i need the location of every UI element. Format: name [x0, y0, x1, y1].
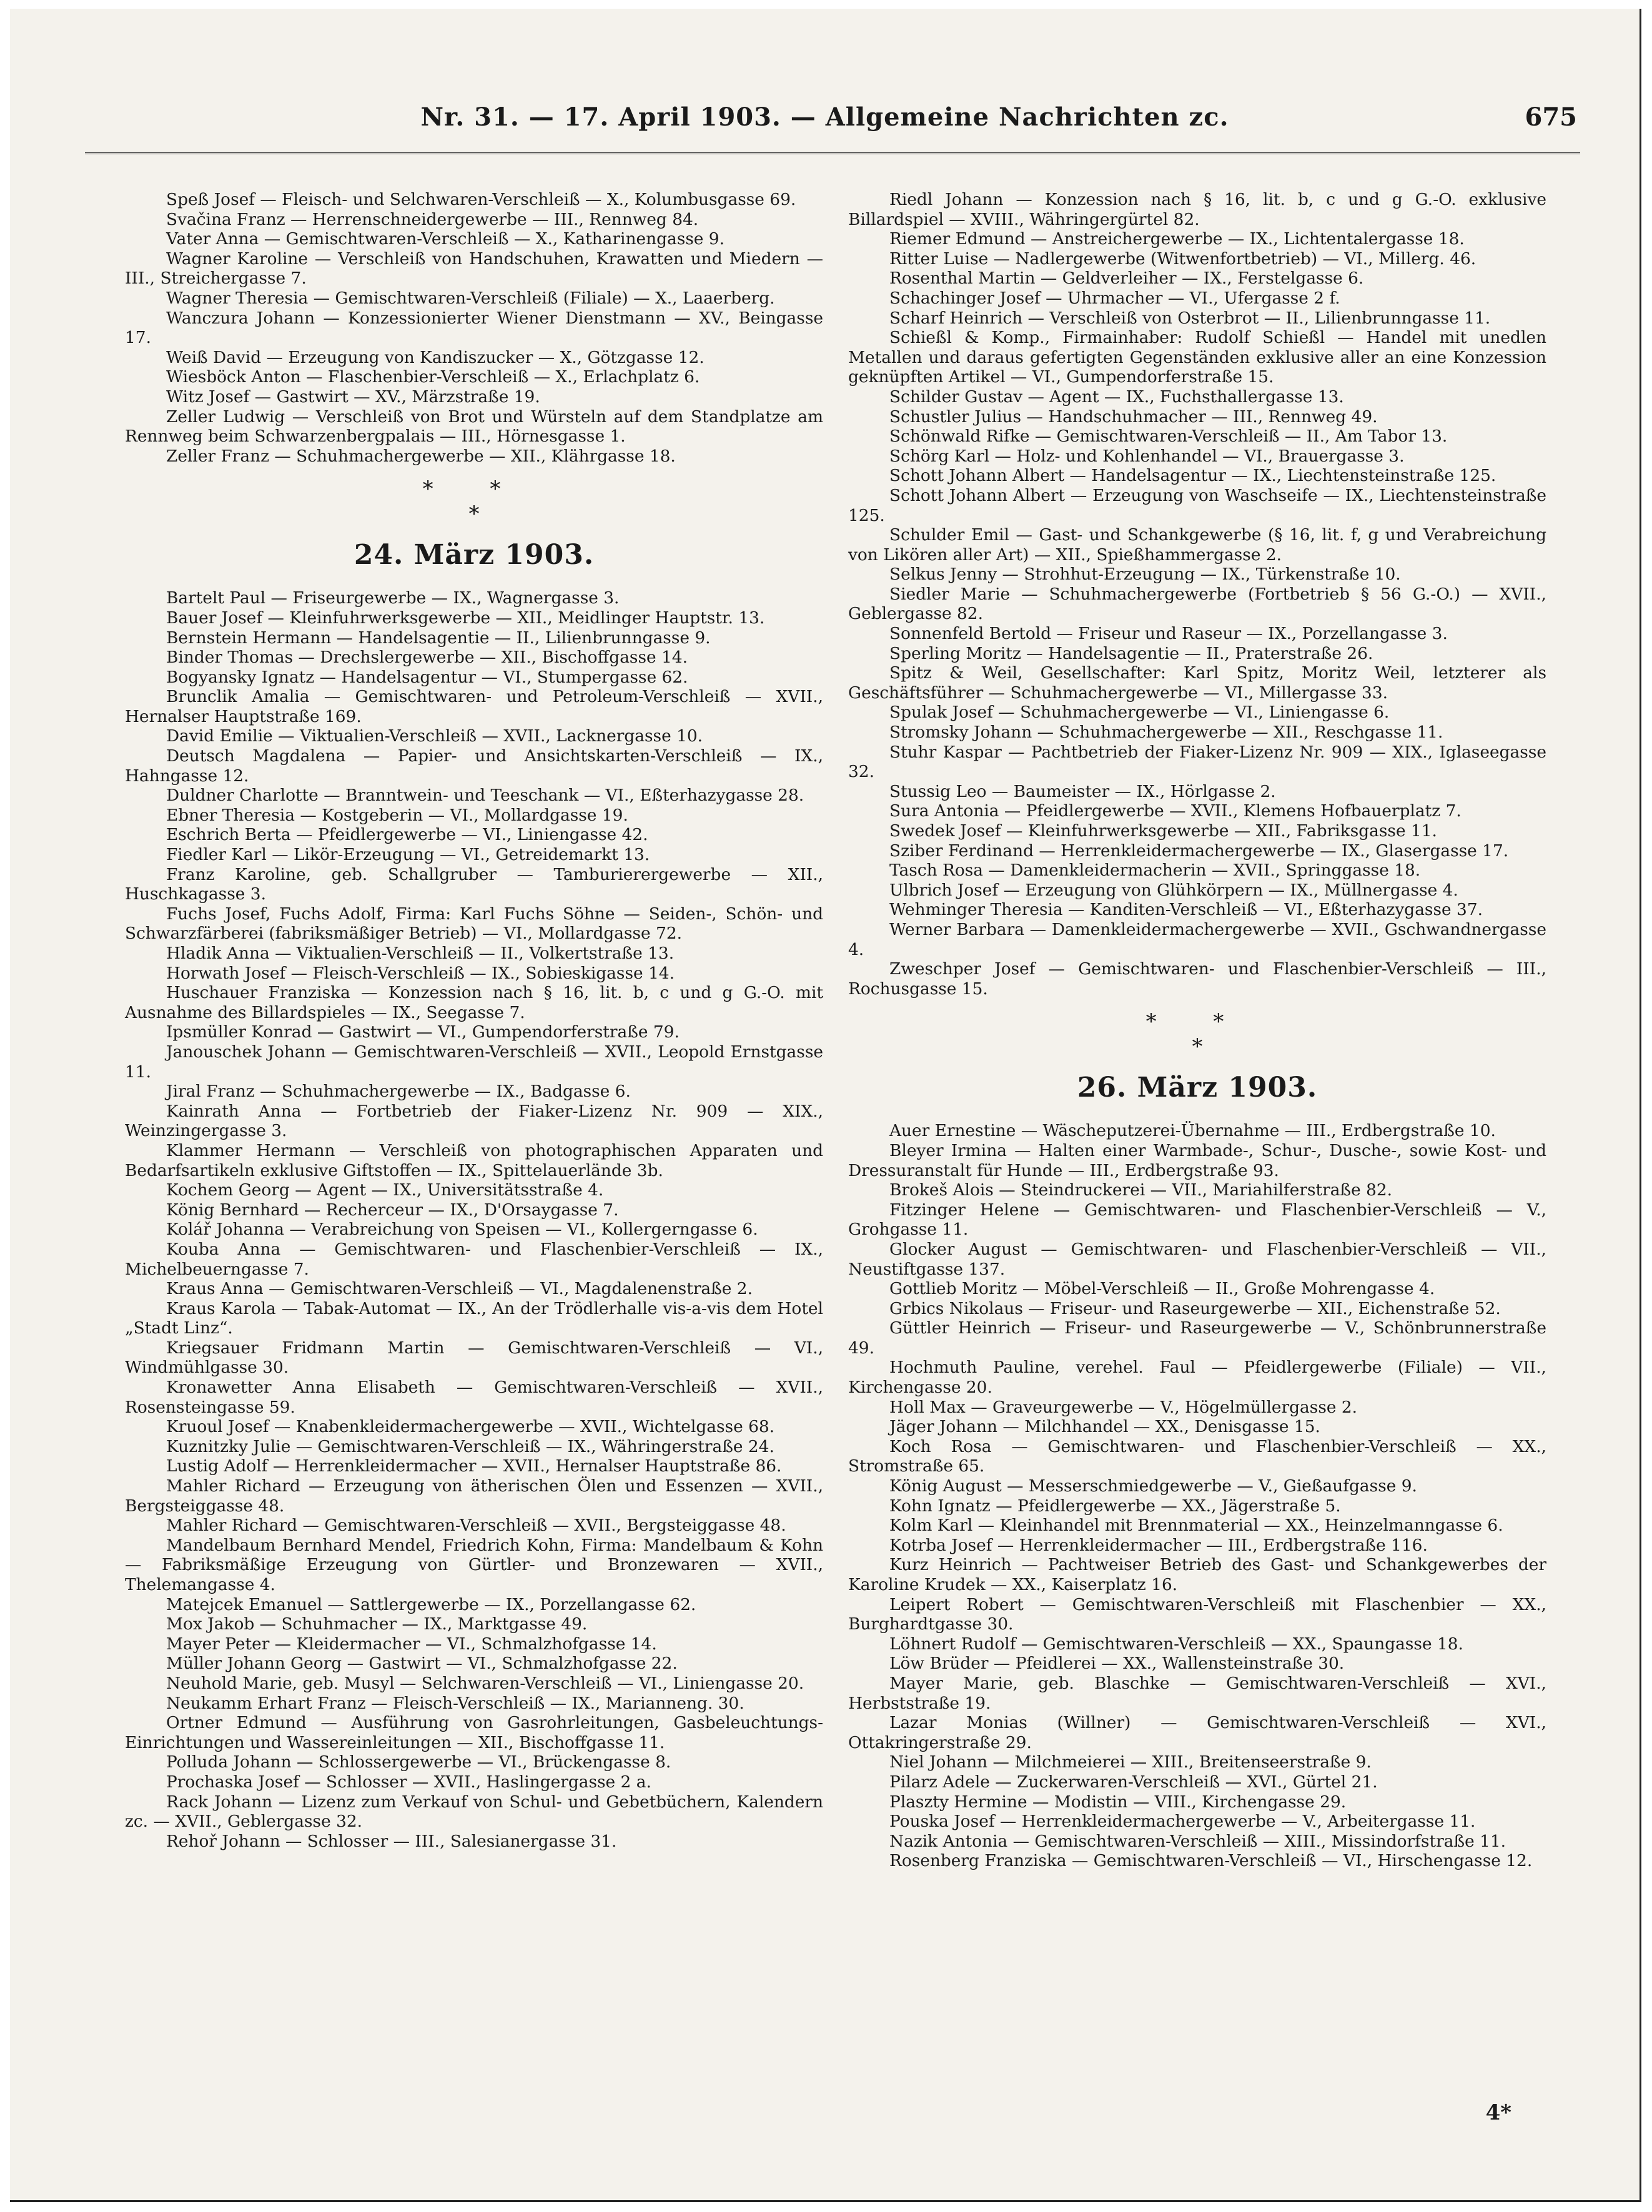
register-entry: Kouba Anna — Gemischtwaren- und Flaschenbier-Verschleiß — IX., Michelbeuerngasse 7. — [125, 1239, 823, 1279]
register-entry: Kainrath Anna — Fortbetrieb der Fiaker-Lizenz Nr. 909 — XIX., Weinzingergasse 3. — [125, 1101, 823, 1141]
section-divider-stars: * * — [1145, 1009, 1249, 1035]
register-entry: Güttler Heinrich — Friseur- und Raseurgewerbe — V., Schönbrunnerstraße 49. — [848, 1318, 1546, 1358]
register-entry: Brunclik Amalia — Gemischtwaren- und Petroleum-Verschleiß — XVII., Hernalser Hauptstraße 169. — [125, 687, 823, 726]
register-entry: Deutsch Magdalena — Papier- und Ansichtskarten-Verschleiß — IX., Hahngasse 12. — [125, 746, 823, 786]
register-entry: Auer Ernestine — Wäscheputzerei-Übernahme — III., Erdbergstraße 10. — [889, 1121, 1496, 1141]
register-entry: Kolm Karl — Kleinhandel mit Brennmaterial — XX., Heinzelmanngasse 6. — [889, 1516, 1503, 1536]
register-entry: Müller Johann Georg — Gastwirt — VI., Schmalzhofgasse 22. — [166, 1654, 678, 1674]
register-entry: Stussig Leo — Baumeister — IX., Hörlgasse 2. — [889, 781, 1276, 801]
register-entry: Siedler Marie — Schuhmachergewerbe (Fortbetrieb § 56 G.-O.) — XVII., Geblergasse 82. — [848, 584, 1546, 624]
register-entry: Schulder Emil — Gast- und Schankgewerbe (§ 16, lit. f, g und Verabreichung von Likören aller Art) — XII., Spießhammergasse 2. — [848, 525, 1546, 565]
register-entry: Schott Johann Albert — Handelsagentur — IX., Liechtensteinstraße 125. — [889, 466, 1496, 486]
register-entry: Vater Anna — Gemischtwaren-Verschleiß — X., Katharinengasse 9. — [166, 229, 725, 249]
register-entry: Huschauer Franziska — Konzession nach § 16, lit. b, c und g G.-O. mit Ausnahme des Billardspieles — IX., Seegasse 7. — [125, 983, 823, 1022]
register-entry: Mahler Richard — Gemischtwaren-Verschleiß — XVII., Bergsteiggasse 48. — [166, 1516, 786, 1536]
left-entries-section — [125, 588, 823, 1851]
register-entry: Wanczura Johann — Konzessionierter Wiener Dienstmann — XV., Beingasse 17. — [125, 308, 823, 348]
register-entry: Schießl & Komp., Firmainhaber: Rudolf Schießl — Handel mit unedlen Metallen und daraus gefertigten Gegenständen exklusive aller an eine Konzession geknüpften Artikel — VI., Gumpendorferstraße 15. — [848, 328, 1546, 387]
register-entry: Matejcek Emanuel — Sattlergewerbe — IX., Porzellangasse 62. — [166, 1594, 696, 1614]
register-entry: Pouska Josef — Herrenkleidermachergewerbe — V., Arbeitergasse 11. — [889, 1812, 1476, 1832]
header-rule — [85, 152, 1580, 154]
register-entry: Schilder Gustav — Agent — IX., Fuchsthallergasse 13. — [889, 387, 1344, 407]
register-entry: Pilarz Adele — Zuckerwaren-Verschleiß — XVI., Gürtel 21. — [889, 1772, 1378, 1792]
register-entry: Wagner Karoline — Verschleiß von Handschuhen, Krawatten und Miedern — III., Streichergasse 7. — [125, 249, 823, 289]
register-entry: Stromsky Johann — Schuhmachergewerbe — XII., Reschgasse 11. — [889, 723, 1443, 743]
register-entry: Schönwald Rifke — Gemischtwaren-Verschleiß — II., Am Tabor 13. — [889, 427, 1448, 447]
register-entry: Polluda Johann — Schlossergewerbe — VI., Brückengasse 8. — [166, 1752, 671, 1772]
register-entry: Löw Brüder — Pfeidlerei — XX., Wallensteinstraße 30. — [889, 1654, 1345, 1674]
section-divider-stars: * * — [422, 476, 526, 502]
register-entry: Spitz & Weil, Gesellschafter: Karl Spitz, Moritz Weil, letzterer als Geschäftsführer — Schuhmachergewerbe — VI., Millergasse 33. — [848, 663, 1546, 703]
register-entry: Witz Josef — Gastwirt — XV., Märzstraße 19. — [166, 387, 540, 407]
register-entry: Ortner Edmund — Ausführung von Gasrohrleitungen, Gasbeleuchtungs-Einrichtungen und Wassereinleitungen — XII., Bischoffgasse 11. — [125, 1713, 823, 1752]
register-entry: Kruoul Josef — Knabenkleidermachergewerbe — XVII., Wichtelgasse 68. — [166, 1417, 775, 1437]
signature-mark: 4* — [1485, 2100, 1511, 2125]
register-entry: Leipert Robert — Gemischtwaren-Verschleiß mit Flaschenbier — XX., Burghardtgasse 30. — [848, 1594, 1546, 1634]
register-entry: Jäger Johann — Milchhandel — XX., Denisgasse 15. — [889, 1417, 1320, 1437]
register-entry: Neukamm Erhart Franz — Fleisch-Verschleiß — IX., Marianneng. 30. — [166, 1693, 744, 1713]
register-entry: Bernstein Hermann — Handelsagentie — II., Lilienbrunngasse 9. — [166, 628, 711, 648]
page-header — [10, 102, 1640, 140]
right-entries-top — [848, 190, 1546, 999]
register-entry: David Emilie — Viktualien-Verschleiß — XVII., Lacknergasse 10. — [166, 726, 703, 746]
section-divider-star: * — [1192, 1034, 1203, 1060]
register-entry: Kraus Karola — Tabak-Automat — IX., An der Trödlerhalle vis-a-vis dem Hotel „Stadt Linz“. — [125, 1298, 823, 1338]
register-entry: Binder Thomas — Drechslergewerbe — XII., Bischoffgasse 14. — [166, 648, 688, 668]
register-entry: Kraus Anna — Gemischtwaren-Verschleiß — VI., Magdalenenstraße 2. — [166, 1279, 753, 1299]
left-entries-top — [125, 190, 823, 466]
register-entry: Mayer Peter — Kleidermacher — VI., Schmalzhofgasse 14. — [166, 1634, 657, 1654]
register-entry: Wiesböck Anton — Flaschenbier-Verschleiß — X., Erlachplatz 6. — [166, 367, 700, 387]
register-entry: Mayer Marie, geb. Blaschke — Gemischtwaren-Verschleiß — XVI., Herbststraße 19. — [848, 1673, 1546, 1713]
register-entry: Kotrba Josef — Herrenkleidermacher — III., Erdbergstraße 116. — [889, 1535, 1428, 1555]
section-heading-24-maerz: 24. März 1903. — [354, 539, 595, 571]
register-entry: Franz Karoline, geb. Schallgruber — Tamburierergewerbe — XII., Huschkagasse 3. — [125, 864, 823, 904]
page-title: Nr. 31. — 17. April 1903. — Allgemeine Nachrichten zc. — [420, 102, 1229, 132]
register-entry: Schustler Julius — Handschuhmacher — III., Rennweg 49. — [889, 407, 1378, 427]
register-entry: Fuchs Josef, Fuchs Adolf, Firma: Karl Fuchs Söhne — Seiden-, Schön- und Schwarzfärberei (fabriksmäßiger Betrieb) — VI., Mollardgasse 72. — [125, 904, 823, 944]
register-entry: Zeller Ludwig — Verschleiß von Brot und Würsteln auf dem Standplatze am Rennweg beim Schwarzenbergpalais — III., Hörnesgasse 1. — [125, 407, 823, 447]
register-entry: Schott Johann Albert — Erzeugung von Waschseife — IX., Liechtensteinstraße 125. — [848, 485, 1546, 525]
register-entry: Kriegsauer Fridmann Martin — Gemischtwaren-Verschleiß — VI., Windmühlgasse 30. — [125, 1338, 823, 1378]
register-entry: Bartelt Paul — Friseurgewerbe — IX., Wagnergasse 3. — [166, 588, 620, 608]
register-entry: Brokeš Alois — Steindruckerei — VII., Mariahilferstraße 82. — [889, 1180, 1393, 1200]
register-entry: Wehminger Theresia — Kanditen-Verschleiß — VI., Eßterhazygasse 37. — [889, 900, 1483, 920]
register-entry: Ritter Luise — Nadlergewerbe (Witwenfortbetrieb) — VI., Millerg. 46. — [889, 249, 1476, 269]
register-entry: Zweschper Josef — Gemischtwaren- und Flaschenbier-Verschleiß — III., Rochusgasse 15. — [848, 959, 1546, 999]
register-entry: Sperling Moritz — Handelsagentie — II., Praterstraße 26. — [889, 643, 1373, 663]
register-entry: Speß Josef — Fleisch- und Selchwaren-Verschleiß — X., Kolumbusgasse 69. — [166, 190, 796, 209]
register-entry: Kolář Johanna — Verabreichung von Speisen — VI., Kollergerngasse 6. — [166, 1220, 758, 1240]
register-entry: Svačina Franz — Herrenschneidergewerbe — III., Rennweg 84. — [166, 209, 699, 229]
register-entry: Horwath Josef — Fleisch-Verschleiß — IX., Sobieskigasse 14. — [166, 963, 675, 983]
register-entry: Werner Barbara — Damenkleidermachergewerbe — XVII., Gschwandnergasse 4. — [848, 919, 1546, 959]
register-entry: Janouschek Johann — Gemischtwaren-Verschleiß — XVII., Leopold Ernstgasse 11. — [125, 1042, 823, 1082]
register-entry: Riedl Johann — Konzession nach § 16, lit. b, c und g G.-O. exklusive Billardspiel — XVIII., Währingergürtel 82. — [848, 190, 1546, 229]
page-number: 675 — [1525, 102, 1577, 132]
register-entry: Ebner Theresia — Kostgeberin — VI., Mollardgasse 19. — [166, 805, 628, 825]
register-entry: Schachinger Josef — Uhrmacher — VI., Ufergasse 2 f. — [889, 288, 1340, 308]
register-entry: Stuhr Kaspar — Pachtbetrieb der Fiaker-Lizenz Nr. 909 — XIX., Iglaseegasse 32. — [848, 742, 1546, 782]
register-entry: Kohn Ignatz — Pfeidlergewerbe — XX., Jägerstraße 5. — [889, 1496, 1341, 1516]
register-entry: Mox Jakob — Schuhmacher — IX., Marktgasse 49. — [166, 1614, 588, 1634]
register-entry: Kochem Georg — Agent — IX., Universitätsstraße 4. — [166, 1180, 604, 1200]
register-entry: Bleyer Irmina — Halten einer Warmbade-, Schur-, Dusche-, sowie Kost- und Dressuranstalt für Hunde — III., Erdbergstraße 93. — [848, 1140, 1546, 1180]
register-entry: Ulbrich Josef — Erzeugung von Glühkörpern — IX., Müllnergasse 4. — [889, 880, 1458, 900]
register-entry: Eschrich Berta — Pfeidlergewerbe — VI., Liniengasse 42. — [166, 825, 648, 845]
register-entry: Grbics Nikolaus — Friseur- und Raseurgewerbe — XII., Eichenstraße 52. — [889, 1298, 1501, 1318]
register-entry: Rosenberg Franziska — Gemischtwaren-Verschleiß — VI., Hirschengasse 12. — [889, 1851, 1533, 1871]
right-entries-section — [848, 1121, 1546, 1871]
register-entry: Wagner Theresia — Gemischtwaren-Verschleiß (Filiale) — X., Laaerberg. — [166, 288, 775, 308]
left-column — [125, 190, 823, 1851]
register-entry: Sura Antonia — Pfeidlergewerbe — XVII., Klemens Hofbauerplatz 7. — [889, 801, 1462, 821]
register-entry: Kuznitzky Julie — Gemischtwaren-Verschleiß — IX., Währingerstraße 24. — [166, 1436, 774, 1456]
register-entry: Hladik Anna — Viktualien-Verschleiß — II., Volkertstraße 13. — [166, 944, 675, 963]
register-entry: Duldner Charlotte — Branntwein- und Teeschank — VI., Eßterhazygasse 28. — [166, 786, 804, 806]
register-entry: Nazik Antonia — Gemischtwaren-Verschleiß — XIII., Missindorfstraße 11. — [889, 1831, 1506, 1851]
register-entry: Gottlieb Moritz — Möbel-Verschleiß — II., Große Mohrengasse 4. — [889, 1279, 1435, 1299]
register-entry: Neuhold Marie, geb. Musyl — Selchwaren-Verschleiß — VI., Liniengasse 20. — [166, 1673, 804, 1693]
register-entry: Ipsmüller Konrad — Gastwirt — VI., Gumpendorferstraße 79. — [166, 1022, 680, 1042]
section-divider-star: * — [468, 501, 480, 527]
register-entry: Weiß David — Erzeugung von Kandiszucker — X., Götzgasse 12. — [166, 347, 705, 367]
register-entry: Scharf Heinrich — Verschleiß von Osterbrot — II., Lilienbrunngasse 11. — [889, 308, 1491, 328]
register-entry: Löhnert Rudolf — Gemischtwaren-Verschleiß — XX., Spaungasse 18. — [889, 1634, 1463, 1654]
register-entry: Riemer Edmund — Anstreichergewerbe — IX., Lichtentalergasse 18. — [889, 229, 1465, 249]
register-entry: Lazar Monias (Willner) — Gemischtwaren-Verschleiß — XVI., Ottakringerstraße 29. — [848, 1713, 1546, 1752]
register-entry: Hochmuth Pauline, verehel. Faul — Pfeidlergewerbe (Filiale) — VII., Kirchengasse 20. — [848, 1358, 1546, 1398]
register-entry: Sonnenfeld Bertold — Friseur und Raseur — IX., Porzellangasse 3. — [889, 624, 1448, 644]
register-entry: Holl Max — Graveurgewerbe — V., Högelmüllergasse 2. — [889, 1397, 1358, 1417]
register-entry: Koch Rosa — Gemischtwaren- und Flaschenbier-Verschleiß — XX., Stromstraße 65. — [848, 1436, 1546, 1476]
register-entry: Fiedler Karl — Likör-Erzeugung — VI., Getreidemarkt 13. — [166, 845, 650, 865]
register-entry: Bauer Josef — Kleinfuhrwerksgewerbe — XII., Meidlinger Hauptstr. 13. — [166, 608, 765, 628]
register-entry: Rehoř Johann — Schlosser — III., Salesianergasse 31. — [166, 1831, 617, 1851]
register-entry: Swedek Josef — Kleinfuhrwerksgewerbe — XII., Fabriksgasse 11. — [889, 821, 1437, 841]
register-entry: Zeller Franz — Schuhmachergewerbe — XII., Klährgasse 18. — [166, 446, 676, 466]
register-entry: Bogyansky Ignatz — Handelsagentur — VI., Stumpergasse 62. — [166, 667, 688, 687]
register-entry: Plaszty Hermine — Modistin — VIII., Kirchengasse 29. — [889, 1792, 1347, 1812]
register-entry: Selkus Jenny — Strohhut-Erzeugung — IX., Türkenstraße 10. — [889, 565, 1401, 585]
register-entry: Glocker August — Gemischtwaren- und Flaschenbier-Verschleiß — VII., Neustiftgasse 137. — [848, 1239, 1546, 1279]
register-entry: Rosenthal Martin — Geldverleiher — IX., Ferstelgasse 6. — [889, 269, 1364, 289]
register-entry: Tasch Rosa — Damenkleidermacherin — XVII., Springgasse 18. — [889, 861, 1421, 881]
register-entry: Mandelbaum Bernhard Mendel, Friedrich Kohn, Firma: Mandelbaum & Kohn — Fabriksmäßige Erzeugung von Gürtler- und Bronzewaren — XVII., Thelemangasse 4. — [125, 1535, 823, 1594]
register-entry: König Bernhard — Recherceur — IX., D'Orsaygasse 7. — [166, 1200, 619, 1220]
register-entry: Klammer Hermann — Verschleiß von photographischen Apparaten und Bedarfsartikeln exklusive Giftstoffen — IX., Spittelauerlände 3b. — [125, 1140, 823, 1180]
right-column — [848, 190, 1546, 1871]
register-entry: Prochaska Josef — Schlosser — XVII., Haslingergasse 2 a. — [166, 1772, 651, 1792]
register-entry: Kurz Heinrich — Pachtweiser Betrieb des Gast- und Schankgewerbes der Karoline Krudek — XX., Kaiserplatz 16. — [848, 1555, 1546, 1594]
register-entry: Rack Johann — Lizenz zum Verkauf von Schul- und Gebetbüchern, Kalendern zc. — XVII., Geblergasse 32. — [125, 1792, 823, 1832]
register-entry: Lustig Adolf — Herrenkleidermacher — XVII., Hernalser Hauptstraße 86. — [166, 1456, 782, 1476]
register-entry: Spulak Josef — Schuhmachergewerbe — VI., Liniengasse 6. — [889, 703, 1390, 723]
register-entry: Jiral Franz — Schuhmachergewerbe — IX., Badgasse 6. — [166, 1082, 631, 1102]
register-entry: Sziber Ferdinand — Herrenkleidermachergewerbe — IX., Glasergasse 17. — [889, 841, 1509, 861]
register-entry: Schörg Karl — Holz- und Kohlenhandel — VI., Brauergasse 3. — [889, 446, 1405, 466]
register-entry: Mahler Richard — Erzeugung von ätherischen Ölen und Essenzen — XVII., Bergsteiggasse 48. — [125, 1476, 823, 1516]
register-entry: Niel Johann — Milchmeierei — XIII., Breitenseerstraße 9. — [889, 1752, 1372, 1772]
section-heading-26-maerz: 26. März 1903. — [1077, 1072, 1318, 1104]
register-entry: Fitzinger Helene — Gemischtwaren- und Flaschenbier-Verschleiß — V., Grohgasse 11. — [848, 1200, 1546, 1240]
document-page — [10, 9, 1641, 2202]
register-entry: Kronawetter Anna Elisabeth — Gemischtwaren-Verschleiß — XVII., Rosensteingasse 59. — [125, 1378, 823, 1417]
register-entry: König August — Messerschmiedgewerbe — V., Gießaufgasse 9. — [889, 1476, 1417, 1496]
